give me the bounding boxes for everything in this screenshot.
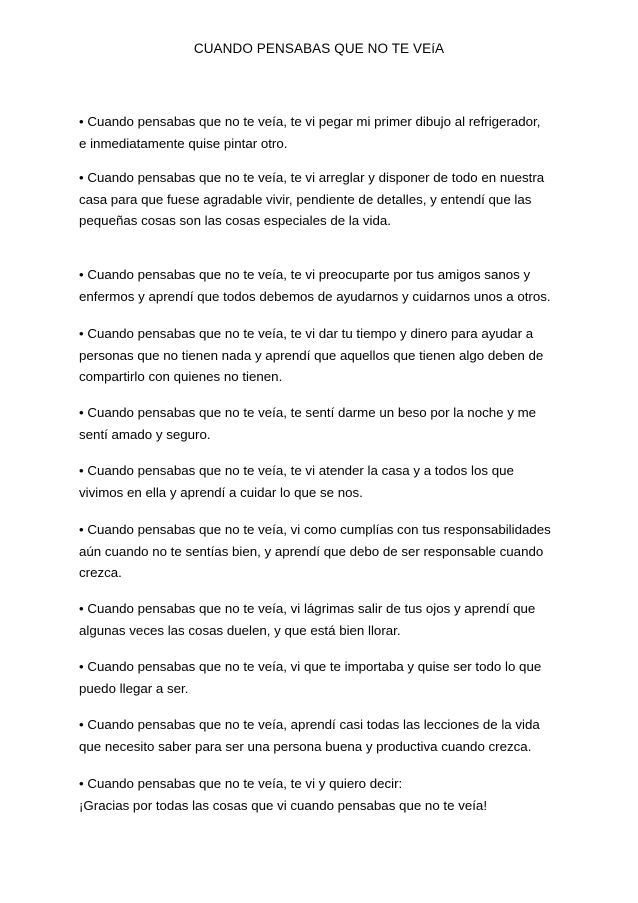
paragraph-line: • Cuando pensabas que no te veía, te vi atender la casa y a todos los que — [79, 463, 514, 478]
paragraph-4 — [79, 323, 559, 388]
paragraph-line: pequeñas cosas son las cosas especiales de la vida. — [79, 213, 391, 228]
document-title: CUANDO PENSABAS QUE NO TE VEíA — [193, 41, 445, 56]
paragraph-line: • Cuando pensabas que no te veía, te vi arreglar y disponer de todo en nuestra — [79, 170, 545, 185]
paragraph-line: ¡Gracias por todas las cosas que vi cuando pensabas que no te veía! — [79, 797, 488, 813]
paragraph-line: • Cuando pensabas que no te veía, te vi preocuparte por tus amigos sanos y — [79, 267, 531, 282]
paragraph-line: • Cuando pensabas que no te veía, aprendí casi todas las lecciones de la vida — [79, 717, 540, 732]
paragraph-1 — [79, 111, 559, 154]
paragraph-11 — [79, 773, 559, 816]
paragraph-line: vivimos en ella y aprendí a cuidar lo que se nos. — [79, 484, 363, 500]
paragraph-line: • Cuando pensabas que no te veía, vi lágrimas salir de tus ojos y aprendí que — [79, 601, 536, 616]
paragraph-line: • Cuando pensabas que no te veía, te vi pegar mi primer dibujo al refrigerador, — [79, 114, 541, 129]
paragraph-line: algunas veces las cosas duelen, y que está bien llorar. — [79, 622, 401, 638]
paragraph-2 — [79, 167, 559, 232]
paragraph-9 — [79, 656, 559, 699]
paragraph-10 — [79, 714, 559, 757]
paragraph-line: enfermos y aprendí que todos debemos de ayudarnos y cuidarnos unos a otros. — [79, 288, 551, 304]
paragraph-line: personas que no tienen nada y aprendí que aquellos que tienen algo deben de — [79, 347, 544, 363]
paragraph-line: casa para que fuese agradable vivir, pendiente de detalles, y entendí que las — [79, 191, 532, 207]
paragraph-6 — [79, 460, 559, 503]
paragraph-line: • Cuando pensabas que no te veía, te sentí darme un beso por la noche y me — [79, 405, 537, 420]
paragraph-line: compartirlo con quienes no tienen. — [79, 369, 283, 384]
paragraph-line: • Cuando pensabas que no te veía, vi como cumplías con tus responsabilidades — [79, 522, 551, 537]
paragraph-line: • Cuando pensabas que no te veía, te vi y quiero decir: — [79, 776, 403, 791]
paragraph-7 — [79, 519, 559, 584]
paragraph-line: • Cuando pensabas que no te veía, vi que te importaba y quise ser todo lo que — [79, 659, 542, 674]
paragraph-line: puedo llegar a ser. — [79, 680, 189, 696]
paragraph-line: sentí amado y seguro. — [79, 426, 211, 442]
paragraph-8 — [79, 598, 559, 641]
paragraph-line: crezca. — [79, 565, 122, 580]
paragraph-line: e inmediatamente quise pintar otro. — [79, 135, 288, 151]
paragraph-line: • Cuando pensabas que no te veía, te vi dar tu tiempo y dinero para ayudar a — [79, 326, 534, 341]
paragraph-5 — [79, 402, 559, 445]
paragraph-3 — [79, 264, 559, 307]
paragraph-line: aún cuando no te sentías bien, y aprendí que debo de ser responsable cuando — [79, 543, 544, 559]
paragraph-line: que necesito saber para ser una persona buena y productiva cuando crezca. — [79, 738, 532, 754]
